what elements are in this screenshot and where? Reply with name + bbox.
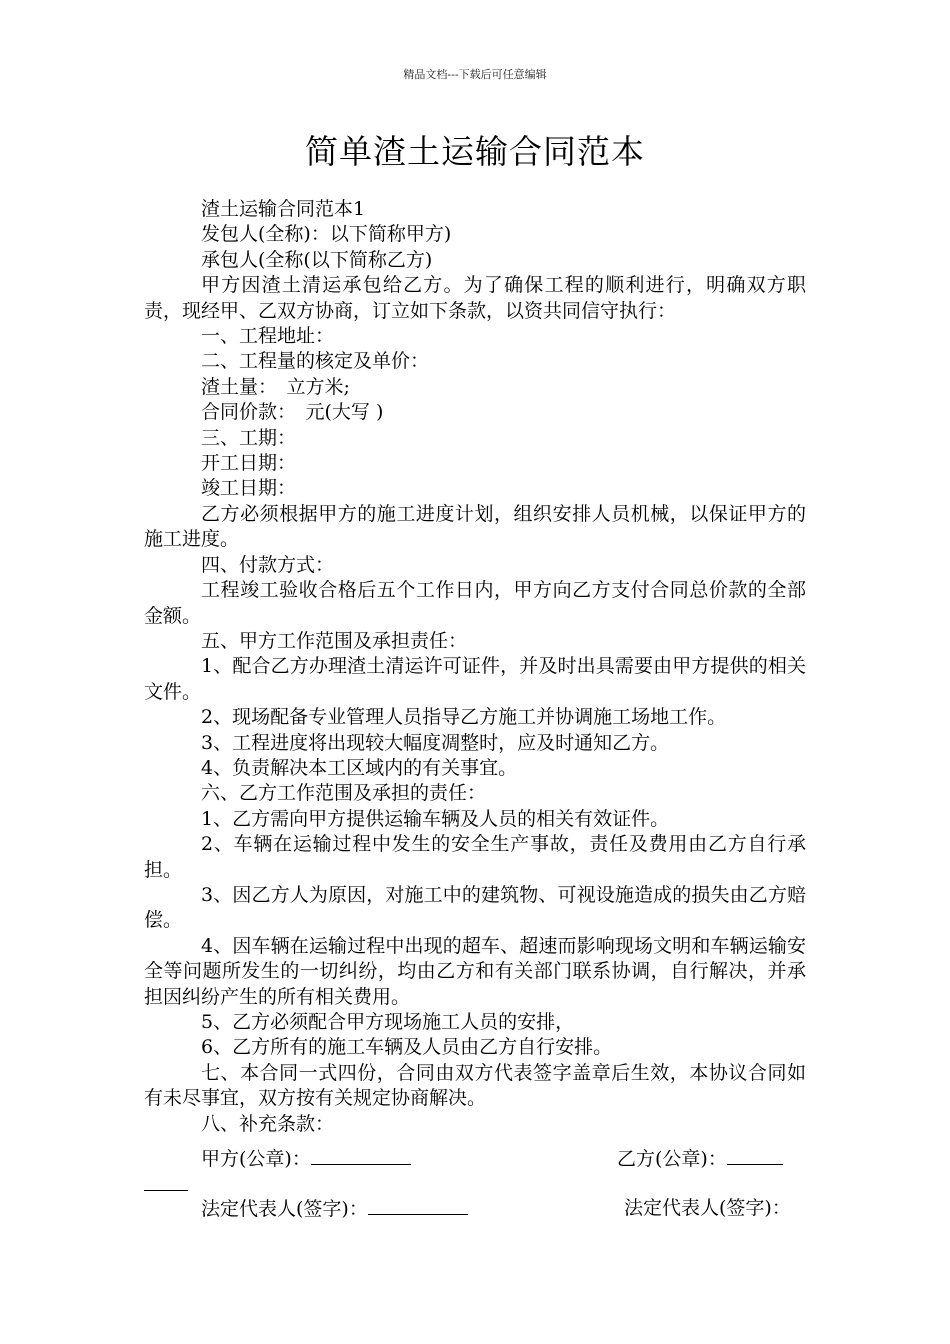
paragraph: 6、乙方所有的施工车辆及人员由乙方自行安排。 xyxy=(201,1036,613,1059)
party-b-seal-label: 乙方(公章)： xyxy=(617,1148,727,1170)
party-a-seal-blank xyxy=(311,1146,411,1165)
paragraph: 四、付款方式： xyxy=(201,553,335,576)
paragraph: 4、负责解决本工区域内的有关事宜。 xyxy=(201,756,518,779)
paragraph: 3、工程进度将出现较大幅度凋整时，应及时通知乙方。 xyxy=(201,731,670,754)
continuation-blank xyxy=(144,1190,188,1191)
paragraph: 3、因乙方人为原因，对施工中的建筑物、可视设施造成的损失由乙方赔偿。 xyxy=(144,883,806,932)
paragraph: 六、乙方工作范围及承担的责任： xyxy=(201,782,487,805)
document-body xyxy=(144,197,806,1137)
party-b-rep-line xyxy=(624,1196,791,1221)
paragraph: 4、因车辆在运输过程中出现的超车、超速而影响现场文明和车辆运输安全等问题所发生的一切纠纷，均由乙方和有关部门联系协调，自行解决，并承担因纠纷产生的所有相关费用。 xyxy=(144,934,806,1008)
paragraph: 5、乙方必须配合甲方现场施工人员的安排， xyxy=(201,1011,575,1033)
paragraph: 一、工程地址： xyxy=(201,325,335,348)
paragraph: 五、甲方工作范围及承担责任： xyxy=(201,629,468,652)
paragraph: 竣工日期： xyxy=(201,477,297,500)
paragraph: 渣土运输合同范本1 xyxy=(201,198,366,220)
paragraph: 乙方必须根据甲方的施工进度计划，组织安排人员机械，以保证甲方的施工进度。 xyxy=(144,502,806,551)
party-b-rep-label: 法定代表人(签字)： xyxy=(624,1197,791,1219)
paragraph: 2、车辆在运输过程中发生的安全生产事故，责任及费用由乙方自行承担。 xyxy=(144,833,806,881)
paragraph: 工程竣工验收合格后五个工作日内，甲方向乙方支付合同总价款的全部金额。 xyxy=(144,579,806,627)
paragraph: 二、工程量的核定及单价： xyxy=(201,350,430,373)
party-a-rep-line xyxy=(201,1196,468,1222)
paragraph: 甲方因渣土清运承包给乙方。为了确保工程的顺利进行，明确双方职责，现经甲、乙双方协商，订立如下条款，以资共同信守执行： xyxy=(144,274,806,322)
party-a-rep-label: 法定代表人(签字)： xyxy=(201,1198,368,1220)
paragraph: 渣土量： 立方米; xyxy=(201,375,350,398)
paragraph: 三、工期： xyxy=(201,426,297,449)
party-a-seal-label: 甲方(公章)： xyxy=(201,1148,311,1170)
paragraph: 发包人(全称)：以下简称甲方) xyxy=(201,223,452,246)
party-a-rep-blank xyxy=(368,1196,468,1215)
party-b-seal-line xyxy=(617,1146,783,1172)
paragraph: 承包人(全称(以下简称乙方) xyxy=(201,248,433,271)
paragraph: 1、配合乙方办理渣土清运许可证件，并及时出具需要由甲方提供的相关文件。 xyxy=(144,655,806,703)
document-title: 简单渣土运输合同范本 xyxy=(305,132,645,171)
paragraph: 1、乙方需向甲方提供运输车辆及人员的相关有效证件。 xyxy=(201,807,670,830)
page-header: 精品文档---下载后可任意编辑 xyxy=(403,68,547,81)
paragraph: 合同价款： 元(大写 ) xyxy=(201,401,384,424)
paragraph: 七、本合同一式四份，合同由双方代表签字盖章后生效，本协议合同如有未尽事宜，双方按有关规定协商解决。 xyxy=(144,1061,806,1110)
paragraph: 2、现场配备专业管理人员指导乙方施工并协调施工场地工作。 xyxy=(201,706,727,729)
party-b-seal-blank xyxy=(727,1146,783,1165)
party-a-seal-line xyxy=(201,1146,411,1172)
paragraph: 八、补充条款： xyxy=(201,1112,335,1135)
paragraph: 开工日期： xyxy=(201,452,297,475)
